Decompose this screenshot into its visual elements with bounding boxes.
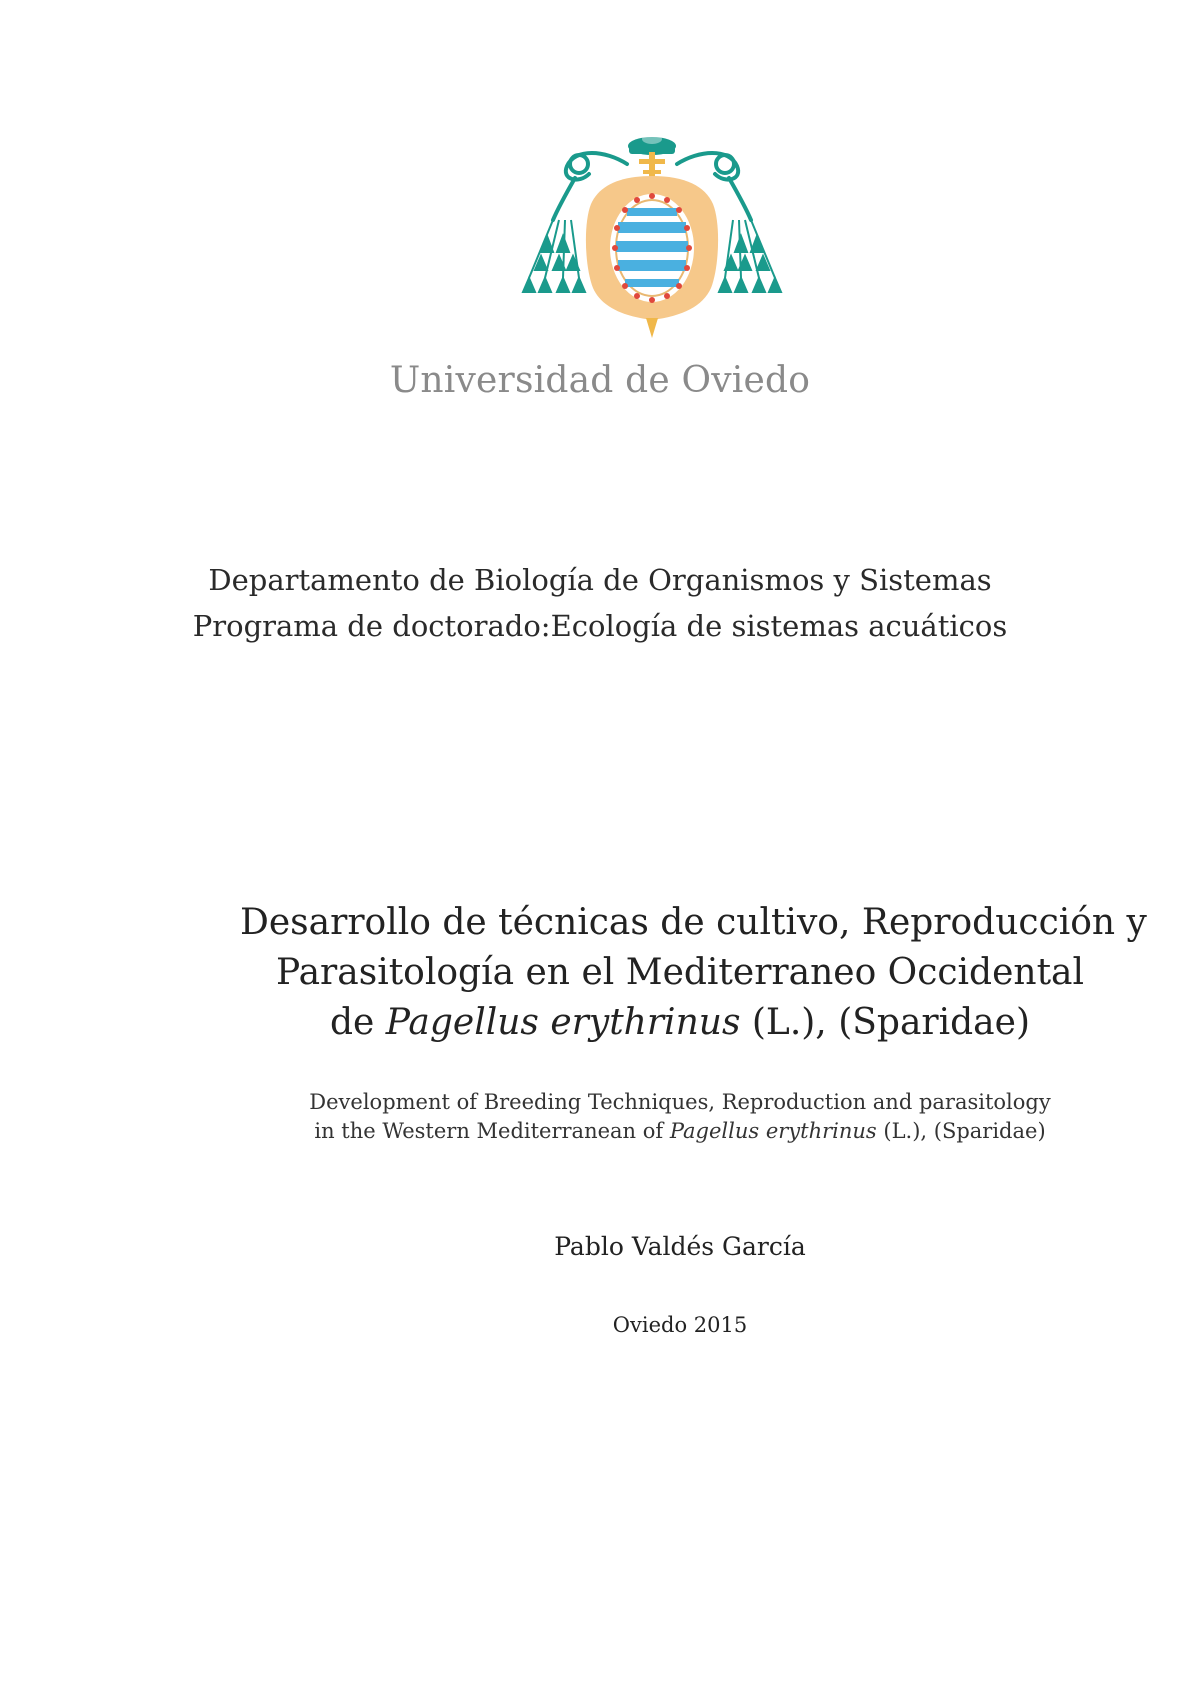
title-line-3 [240, 998, 1120, 1048]
seal-tassels-right-icon [719, 220, 781, 292]
subtitle-line-2-prefix: in the Western Mediterranean of [314, 1119, 670, 1143]
thesis-title-english [300, 1088, 1060, 1146]
title-line-3-suffix: (L.), (Sparidae) [740, 1002, 1030, 1043]
thesis-title-spanish [240, 898, 1147, 1048]
doctoral-program: Programa de doctorado:Ecología de sistemas acuáticos [192, 609, 1008, 643]
species-name: Pagellus erythrinus [385, 1002, 741, 1043]
department-name: Departamento de Biología de Organismos y Sistemas [208, 563, 992, 597]
seal-hat-icon [628, 134, 676, 155]
university-name: Universidad de Oviedo [389, 360, 811, 401]
title-line-3-prefix: de [330, 1002, 386, 1043]
author-name: Pablo Valdés García [554, 1232, 806, 1261]
department-block [0, 557, 1200, 649]
seal-cross-icon [639, 152, 665, 180]
seal-tassels-left-icon [523, 220, 585, 292]
university-seal-logo [515, 128, 790, 343]
species-name-english: Pagellus erythrinus [669, 1119, 877, 1143]
title-line-1: Desarrollo de técnicas de cultivo, Reproducción y [240, 902, 1147, 943]
title-line-2: Parasitología en el Mediterraneo Occidental [275, 952, 1085, 993]
subtitle-line-1: Development of Breeding Techniques, Reproduction and parasitology [309, 1090, 1051, 1114]
subtitle-line-2 [300, 1117, 1060, 1146]
seal-shield-icon [586, 176, 718, 338]
place-and-date: Oviedo 2015 [612, 1313, 748, 1337]
subtitle-line-2-suffix: (L.), (Sparidae) [876, 1119, 1046, 1143]
